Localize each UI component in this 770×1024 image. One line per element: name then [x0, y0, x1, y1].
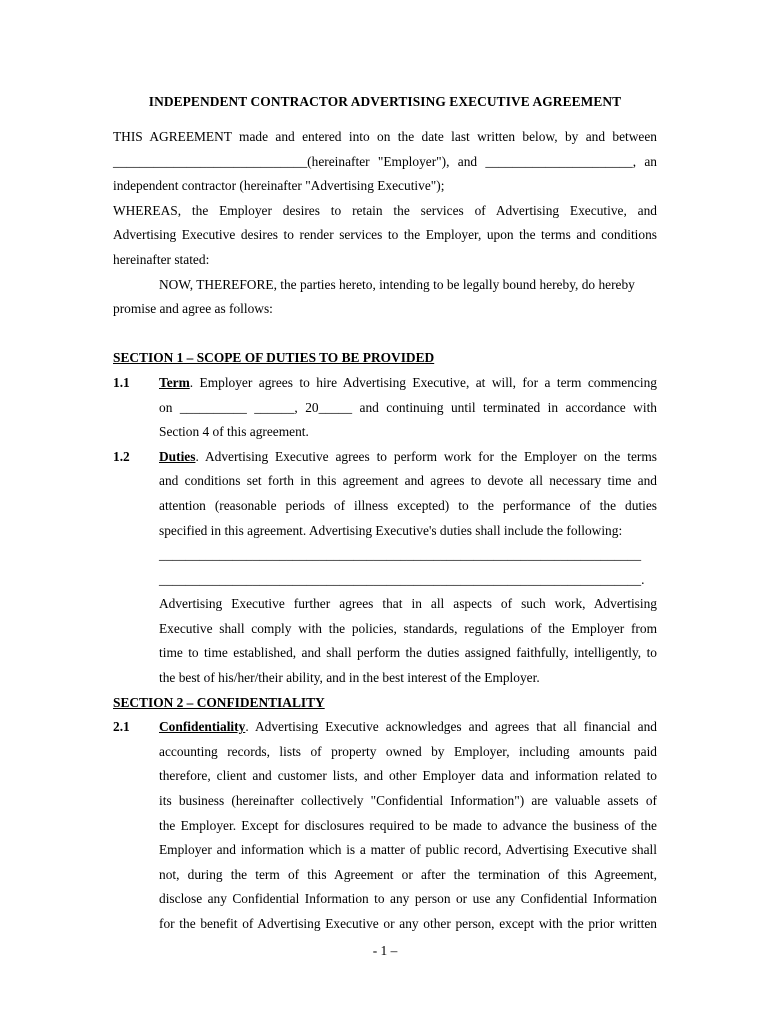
clause-line: and conditions set forth in this agreement and agrees to devote all necessary time and	[159, 473, 657, 489]
clause-line	[159, 715, 657, 740]
clause-text: . Employer agrees to hire Advertising Executive, at will, for a term commencing	[189, 374, 657, 390]
clause-line: time to time established, and shall perform the duties assigned faithfully, intelligently, to	[159, 645, 657, 661]
clause-line: its business (hereinafter collectively "Confidential Information") are valuable assets of	[159, 793, 657, 809]
clause-line: for the benefit of Advertising Executive or any other person, except with the prior written	[159, 916, 657, 931]
clause-number: 2.1	[113, 719, 130, 735]
clause-line: Employer and information which is a matter of public record, Advertising Executive shall	[159, 842, 657, 858]
clause-line: not, during the term of this Agreement or after the termination of this Agreement,	[159, 866, 657, 882]
clause-line: disclose any Confidential Information to any person or use any Confidential Information	[159, 891, 657, 907]
clause-title: Term	[159, 374, 190, 390]
clause-line: accounting records, lists of property owned by Employer, including amounts paid	[159, 743, 657, 759]
clause-line	[159, 445, 657, 470]
whereas-line: WHEREAS, the Employer desires to retain the services of Advertising Executive, and	[113, 202, 657, 218]
whereas-line: Advertising Executive desires to render services to the Employer, upon the terms and conditions	[113, 227, 657, 243]
page-number: - 1 –	[372, 943, 398, 958]
duties-blank-line: ________________________________________________________________________	[159, 547, 642, 563]
clause-text: . Advertising Executive acknowledges and agrees that all financial and	[245, 719, 657, 735]
agreement-title: INDEPENDENT CONTRACTOR ADVERTISING EXECUTIVE AGREEMENT	[148, 94, 622, 109]
clause-line: Executive shall comply with the policies, standards, regulations of the Employer from	[159, 620, 657, 636]
clause-line: the best of his/her/their ability, and in the best interest of the Employer.	[159, 670, 540, 686]
duties-blank-line: ________________________________________________________________________.	[159, 571, 645, 587]
clause-line: Section 4 of this agreement.	[159, 424, 309, 440]
clause-title: Confidentiality	[159, 719, 246, 735]
spacer	[113, 322, 657, 347]
section-1-heading: SECTION 1 – SCOPE OF DUTIES TO BE PROVIDED	[113, 350, 435, 366]
clause-line: Advertising Executive further agrees that in all aspects of such work, Advertising	[159, 596, 657, 612]
clause-2-1	[113, 715, 657, 936]
clause-title: Duties	[159, 448, 196, 464]
whereas-line: hereinafter stated:	[113, 251, 210, 267]
section-2-heading: SECTION 2 – CONFIDENTIALITY	[113, 694, 325, 710]
clause-line: on __________ ______, 20_____ and continuing until terminated in accordance with	[159, 399, 657, 415]
clause-number: 1.1	[113, 374, 130, 390]
agreement-body	[113, 125, 657, 937]
clause-1-1	[113, 371, 657, 445]
clause-line: specified in this agreement. Advertising Executive's duties shall include the following:	[159, 522, 623, 538]
preamble-line: THIS AGREEMENT made and entered into on the date last written below, by and between	[113, 129, 657, 144]
clause-line	[159, 371, 657, 396]
clause-line: attention (reasonable periods of illness excepted) to the performance of the duties	[159, 497, 657, 513]
clause-line: therefore, client and customer lists, and other Employer data and information related to	[159, 768, 657, 784]
clause-1-2	[113, 445, 657, 691]
clause-text: . Advertising Executive agrees to perform work for the Employer on the terms	[195, 448, 657, 464]
clause-number: 1.2	[113, 448, 130, 464]
now-therefore-line: promise and agree as follows:	[113, 301, 273, 317]
preamble-line: independent contractor (hereinafter "Advertising Executive");	[113, 178, 445, 194]
now-therefore-line: NOW, THEREFORE, the parties hereto, intending to be legally bound hereby, do hereby	[159, 276, 635, 292]
clause-line: the Employer. Except for disclosures required to be made to advance the business of the	[159, 817, 657, 833]
preamble-line: _____________________________(hereinafter "Employer"), and ______________________, an	[113, 153, 657, 169]
